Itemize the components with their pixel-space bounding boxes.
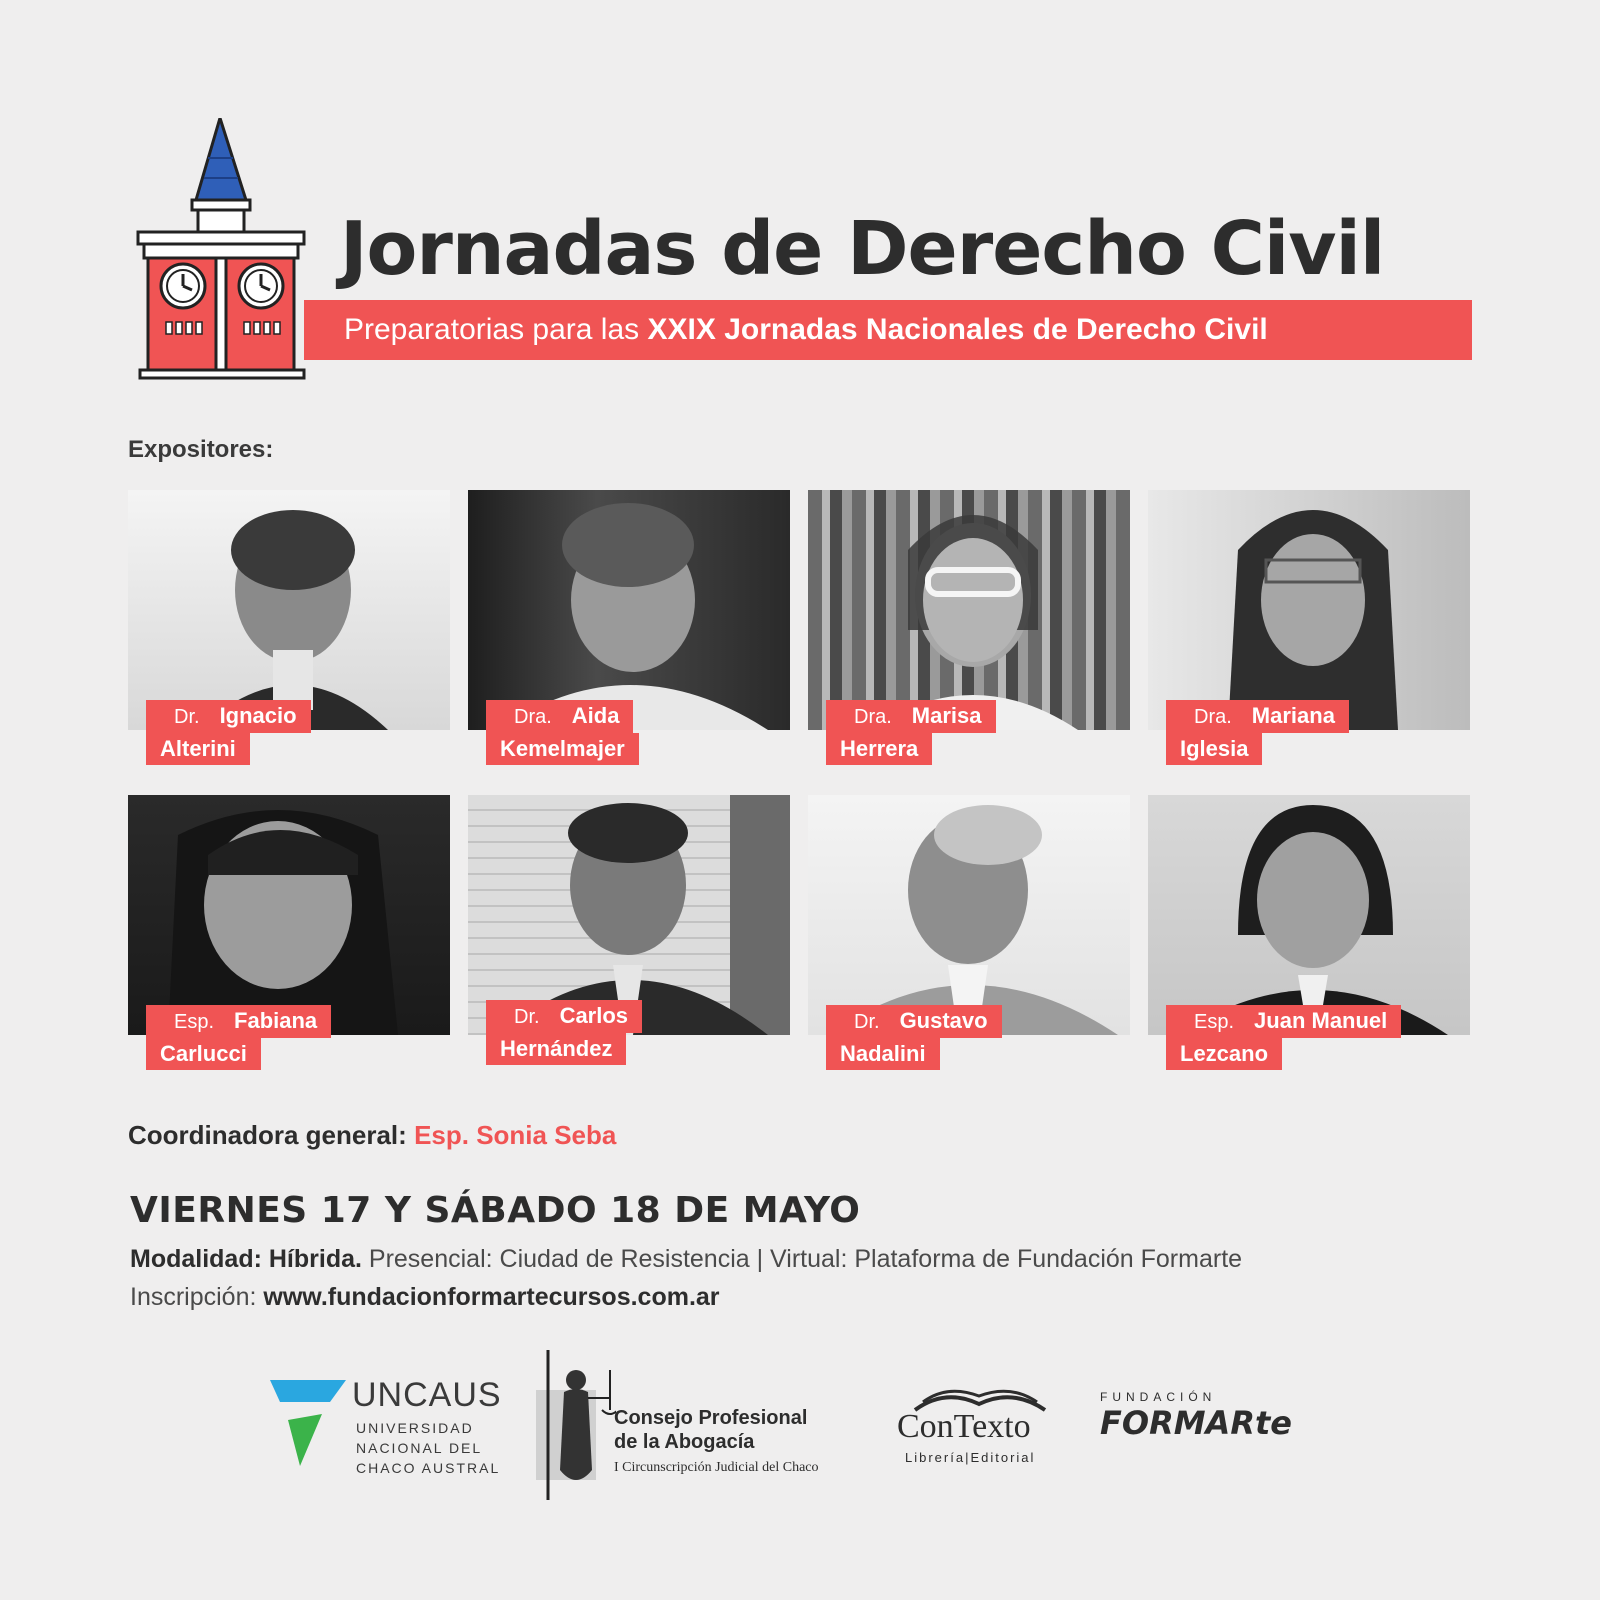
subtitle-bold: XXIX Jornadas Nacionales de Derecho Civil — [647, 313, 1268, 346]
speakers-label: Expositores: — [128, 436, 274, 463]
speaker-card — [468, 490, 790, 761]
page-title: Jornadas de Derecho Civil — [340, 206, 1385, 292]
subtitle-banner — [304, 300, 1472, 360]
consejo-line2: de la Abogacía — [614, 1431, 755, 1453]
formarte-top: FUNDACIÓN — [1100, 1390, 1217, 1404]
contexto-sub: Librería|Editorial — [905, 1450, 1036, 1465]
speaker-name-tag: Dr. Ignacio Alterini — [146, 700, 311, 765]
speaker-card — [128, 490, 450, 761]
sponsor-logos — [270, 1376, 1350, 1530]
modality-label: Modalidad: Híbrida. — [130, 1245, 362, 1273]
speaker-name-tag: Esp. Juan Manuel Lezcano — [1166, 1005, 1401, 1070]
consejo-line3: I Circunscripción Judicial del Chaco — [614, 1460, 819, 1475]
justice-figure-icon — [536, 1350, 616, 1510]
coordinator-name: Esp. Sonia Seba — [414, 1120, 617, 1150]
formarte-logo — [1100, 1390, 1320, 1480]
uncaus-name: UNCAUS — [352, 1376, 502, 1414]
speaker-photo — [468, 795, 790, 1035]
registration-url[interactable]: www.fundacionformartecursos.com.ar — [263, 1283, 720, 1311]
uncaus-line2: NACIONAL DEL — [356, 1440, 483, 1456]
speaker-name-tag: Esp. Fabiana Carlucci — [146, 1005, 331, 1070]
speaker-name-tag: Dra. Marisa Herrera — [826, 700, 996, 765]
speaker-photo — [1148, 795, 1470, 1035]
speaker-name-tag: Dra. Mariana Iglesia — [1166, 700, 1349, 765]
speaker-photo — [468, 490, 790, 730]
speaker-photo — [128, 490, 450, 730]
speaker-card — [808, 795, 1130, 1066]
consejo-logo — [536, 1350, 866, 1510]
speaker-name-tag: Dra. Aida Kemelmajer — [486, 700, 639, 765]
speaker-card — [808, 490, 1130, 761]
speaker-name-tag: Dr. Gustavo Nadalini — [826, 1005, 1002, 1070]
uncaus-logo — [270, 1376, 510, 1490]
contexto-logo — [895, 1380, 1075, 1490]
event-info — [130, 1240, 1242, 1316]
coordinator-line — [128, 1120, 616, 1151]
speaker-photo — [808, 490, 1130, 730]
speaker-card — [468, 795, 790, 1061]
uncaus-line3: CHACO AUSTRAL — [356, 1460, 501, 1476]
speaker-photo — [1148, 490, 1470, 730]
speaker-name-tag: Dr. Carlos Hernández — [486, 1000, 642, 1065]
speaker-card — [1148, 490, 1470, 761]
contexto-name: ConTexto — [897, 1408, 1031, 1445]
registration-label: Inscripción: — [130, 1283, 257, 1311]
subtitle-light: Preparatorias para las — [344, 313, 648, 346]
clock-tower-icon — [136, 118, 312, 380]
modality-detail: Presencial: Ciudad de Resistencia | Virtual: Plataforma de Fundación Formarte — [368, 1245, 1243, 1273]
speaker-card — [1148, 795, 1470, 1066]
formarte-name: FORMARte — [1100, 1404, 1292, 1442]
speaker-photo — [808, 795, 1130, 1035]
speaker-photo — [128, 795, 450, 1035]
coordinator-label: Coordinadora general: — [128, 1120, 407, 1150]
speakers-grid — [128, 490, 1472, 1080]
event-date: VIERNES 17 Y SÁBADO 18 DE MAYO — [130, 1190, 861, 1231]
registration-line — [130, 1278, 1242, 1316]
consejo-line1: Consejo Profesional — [614, 1407, 808, 1429]
modality-line — [130, 1240, 1242, 1278]
uncaus-line1: UNIVERSIDAD — [356, 1420, 474, 1436]
uncaus-emblem-icon — [270, 1380, 346, 1470]
speaker-card — [128, 795, 450, 1066]
